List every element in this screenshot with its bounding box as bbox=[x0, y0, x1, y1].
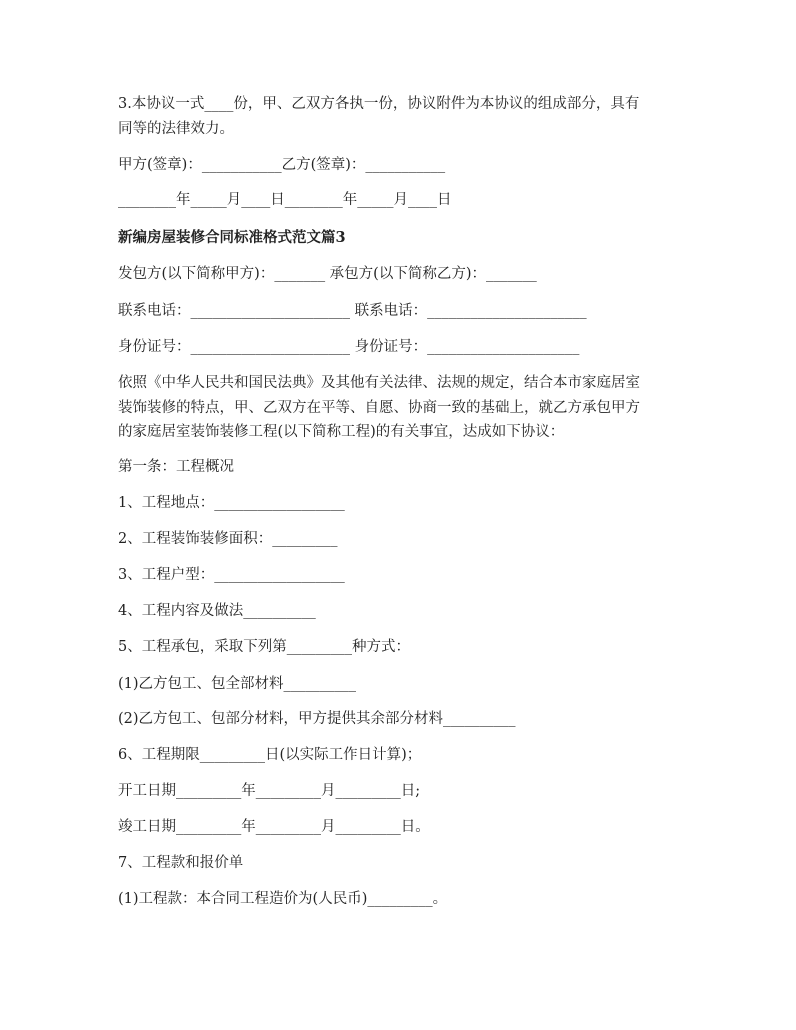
item-2: 2、工程装饰装修面积：_________ bbox=[118, 531, 338, 547]
id-number-line: 身份证号：______________________ 身份证号：_____________________ bbox=[118, 339, 580, 355]
item-7-subitem-1: (1)工程款：本合同工程造价为(人民币)_________。 bbox=[118, 891, 448, 907]
preamble-line-3: 的家庭居室装饰装修工程(以下简称工程)的有关事宜，达成如下协议： bbox=[118, 424, 565, 440]
item-5-option-1: (1)乙方包工、包全部材料__________ bbox=[118, 676, 357, 692]
section-heading: 新编房屋装修合同标准格式范文篇3 bbox=[118, 229, 346, 246]
item-5-option-2: (2)乙方包工、包部分材料，甲方提供其余部分材料__________ bbox=[118, 711, 516, 727]
item-3: 3、工程户型：__________________ bbox=[118, 567, 345, 583]
item-7: 7、工程款和报价单 bbox=[118, 855, 244, 871]
signature-line: 甲方(签章)：___________乙方(签章)：___________ bbox=[118, 157, 446, 173]
clause-3-line-1: 3.本协议一式____份，甲、乙双方各执一份，协议附件为本协议的组成部分，具有 bbox=[118, 96, 640, 112]
item-5: 5、工程承包，采取下列第_________种方式： bbox=[118, 639, 410, 655]
item-6: 6、工程期限_________日(以实际工作日计算)； bbox=[118, 747, 422, 763]
item-1: 1、工程地点：__________________ bbox=[118, 495, 345, 511]
article-1-title: 第一条：工程概况 bbox=[118, 459, 234, 475]
completion-date-line: 竣工日期_________年_________月_________日。 bbox=[118, 819, 430, 835]
date-line: ________年_____月____日________年_____月____日 bbox=[118, 192, 452, 208]
item-4: 4、工程内容及做法__________ bbox=[118, 603, 316, 619]
parties-line: 发包方(以下简称甲方)：_______ 承包方(以下简称乙方)：_______ bbox=[118, 266, 537, 282]
preamble-line-1: 依照《中华人民共和国民法典》及其他有关法律、法规的规定，结合本市家庭居室 bbox=[118, 375, 640, 391]
phone-line: 联系电话：______________________ 联系电话：______________________ bbox=[118, 303, 587, 319]
clause-3-line-2: 同等的法律效力。 bbox=[118, 121, 234, 137]
start-date-line: 开工日期_________年_________月_________日; bbox=[118, 783, 421, 799]
preamble-line-2: 装饰装修的特点，甲、乙双方在平等、自愿、协商一致的基础上，就乙方承包甲方 bbox=[118, 400, 640, 416]
